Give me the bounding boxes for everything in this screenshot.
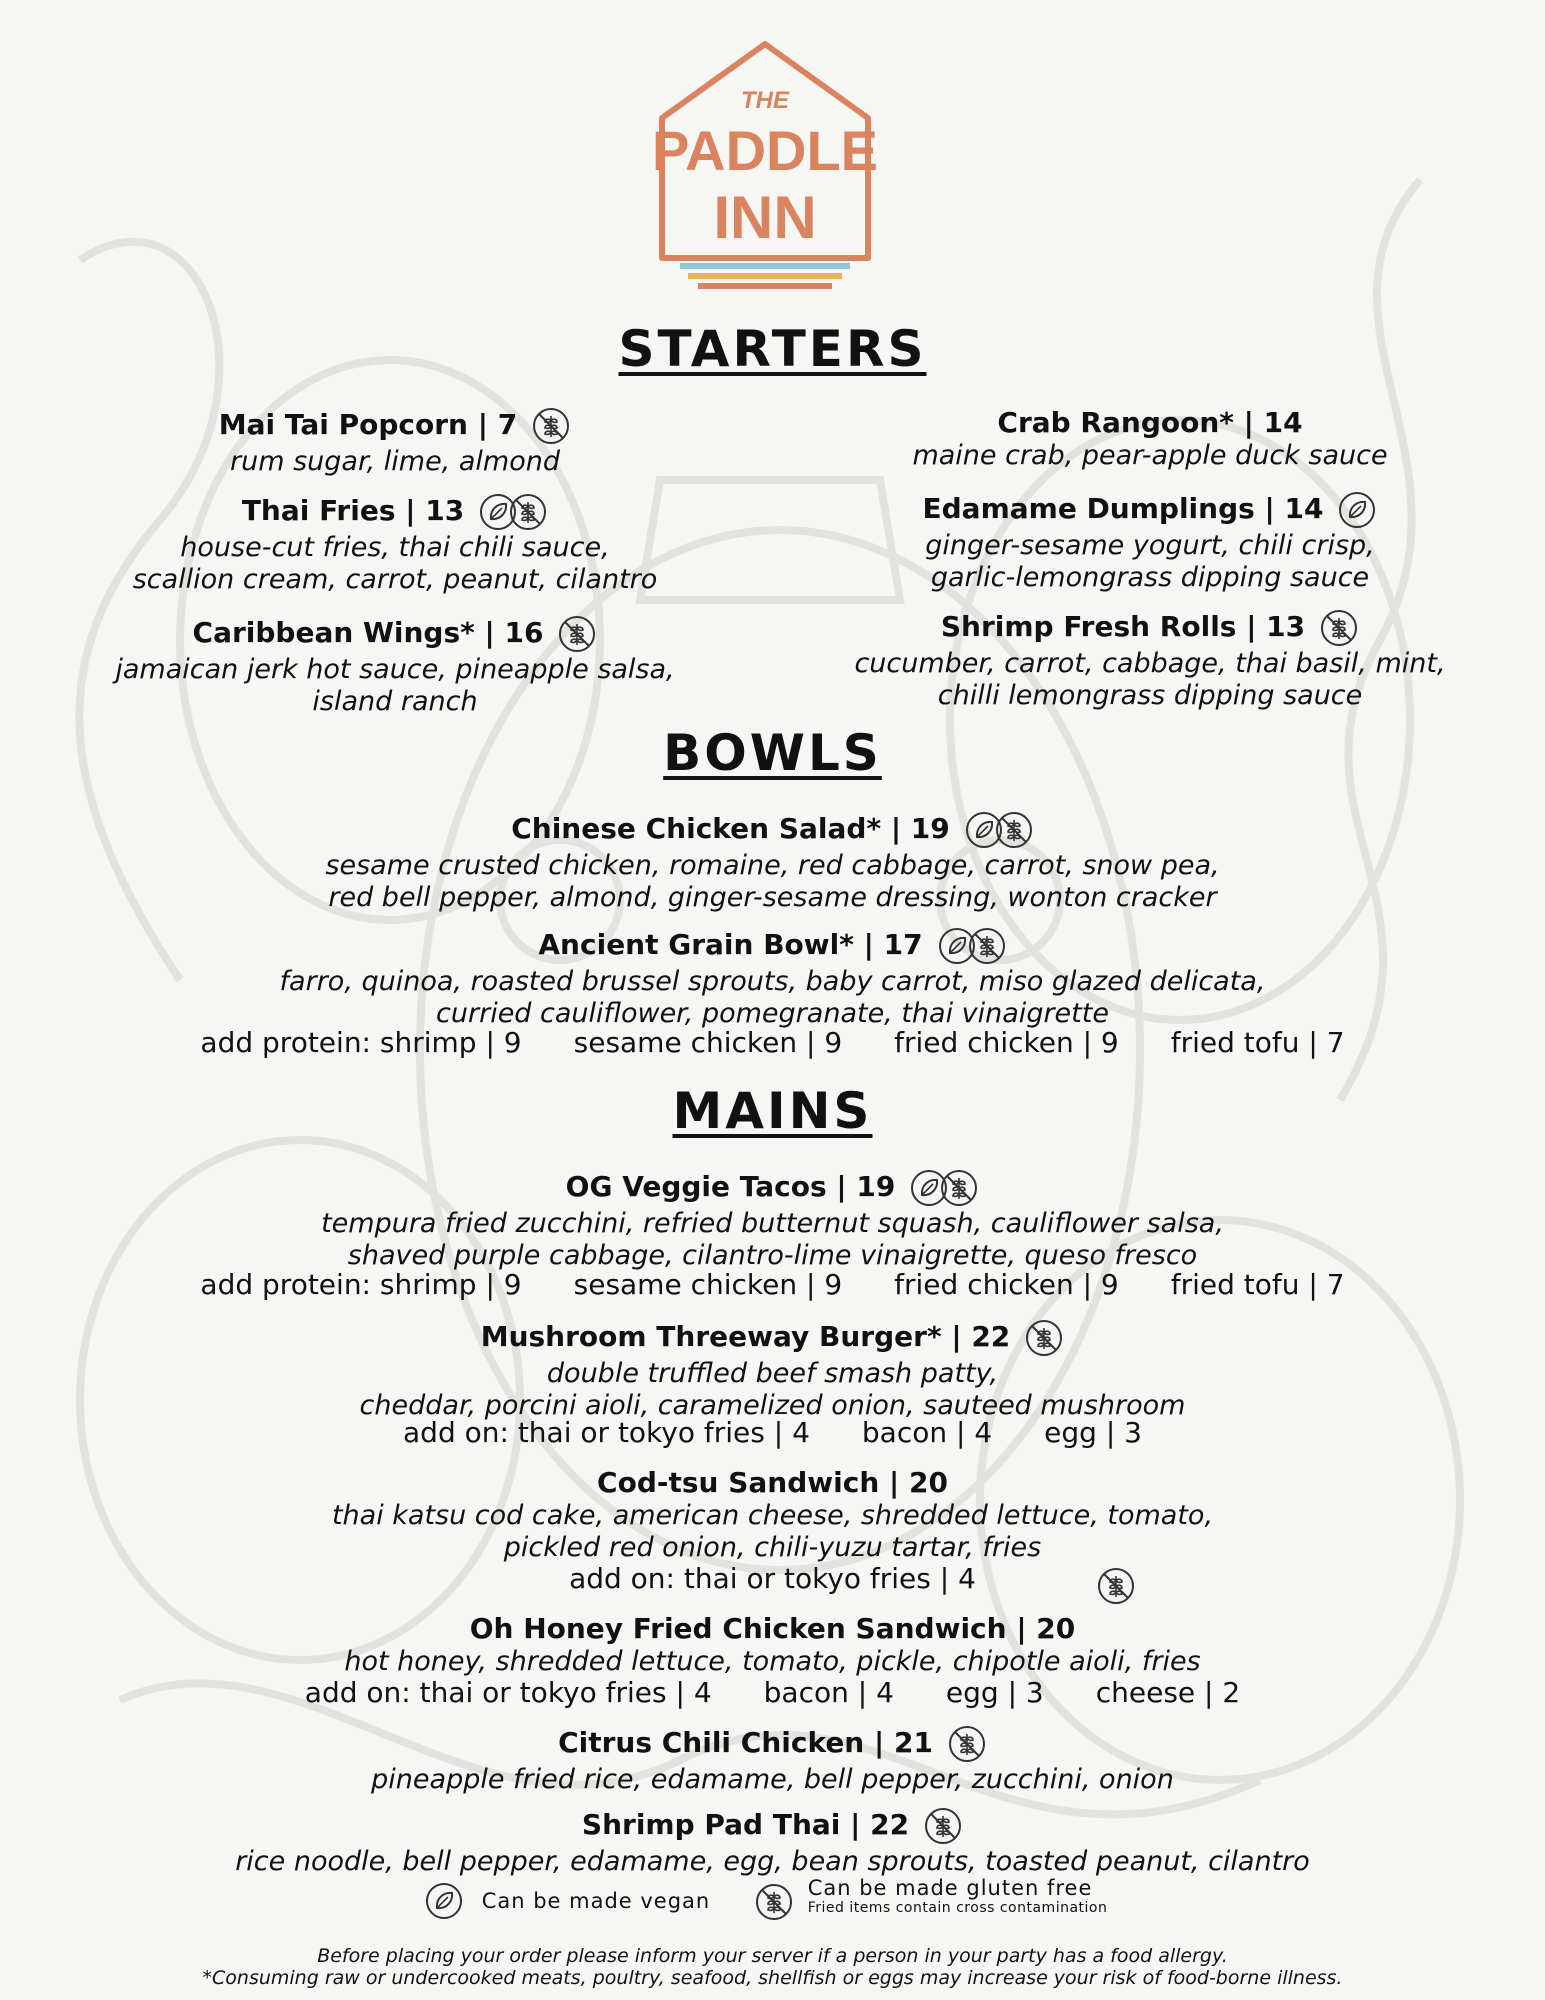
bowls-protein-addons [0, 1026, 1545, 1059]
item-desc: scallion cream, carrot, peanut, cilantro [132, 564, 658, 595]
item-desc: tempura fried zucchini, refried butternut squash, cauliflower salsa, [321, 1208, 1224, 1239]
addon-option: add on: thai or tokyo fries | 4 [304, 1676, 712, 1709]
item-desc: farro, quinoa, roasted brussel sprouts, baby carrot, miso glazed delicata, [279, 966, 1266, 997]
menu-item-ancient-grain-bowl [0, 926, 1545, 1030]
item-desc: rice noodle, bell pepper, edamame, egg, bean sprouts, toasted peanut, cilantro [235, 1846, 1310, 1877]
addon-option: fried tofu | 7 [1170, 1268, 1345, 1301]
gluten-free-icon [967, 926, 1007, 966]
section-title-mains: MAINS [672, 1082, 873, 1140]
item-name: Oh Honey Fried Chicken Sandwich | 20 [469, 1612, 1076, 1645]
item-desc: red bell pepper, almond, ginger-sesame dressing, wonton cracker [328, 882, 1217, 913]
gluten-free-icon [508, 492, 548, 532]
item-name: Ancient Grain Bowl* | 17 [538, 928, 923, 961]
item-name: Mushroom Threeway Burger* | 22 [480, 1320, 1011, 1353]
addon-option: add protein: shrimp | 9 [200, 1026, 522, 1059]
gluten-free-icon [1096, 1566, 1136, 1606]
addon-option: egg | 3 [945, 1676, 1044, 1709]
gluten-free-icon [994, 810, 1034, 850]
menu-item-chinese-chicken-salad [0, 810, 1545, 914]
addon-option: bacon | 4 [861, 1416, 993, 1449]
logo-paddle: PADDLE [651, 119, 879, 182]
item-desc: rum sugar, lime, almond [230, 446, 560, 477]
addon-option: fried chicken | 9 [894, 1026, 1119, 1059]
menu-item-mai-tai-popcorn [60, 406, 730, 478]
item-desc: house-cut fries, thai chili sauce, [180, 532, 610, 563]
gluten-free-icon [939, 1168, 979, 1208]
section-title-starters: STARTERS [618, 320, 927, 378]
item-name: Thai Fries | 13 [241, 494, 465, 527]
legend-gf-label: Can be made gluten free [807, 1876, 1093, 1900]
item-name: Mai Tai Popcorn | 7 [218, 408, 518, 441]
honey-addons [0, 1676, 1545, 1709]
gluten-free-icon [947, 1724, 987, 1764]
item-desc: cheddar, porcini aioli, caramelized onion, sauteed mushroom [359, 1390, 1186, 1421]
menu-item-thai-fries [60, 492, 730, 596]
item-desc: island ranch [312, 686, 478, 717]
addon-option: egg | 3 [1044, 1416, 1142, 1449]
raw-food-warning: *Consuming raw or undercooked meats, poultry, seafood, shellfish or eggs may increase your risk of food-borne illness. [202, 1967, 1343, 1989]
item-desc: chilli lemongrass dipping sauce [937, 680, 1363, 711]
menu-item-shrimp-pad-thai [0, 1806, 1545, 1878]
menu-item-mushroom-threeway-burger [0, 1318, 1545, 1422]
addon-option: cheese | 2 [1095, 1676, 1241, 1709]
codtsu-addons [0, 1562, 1545, 1595]
addon-option: add on: thai or tokyo fries | 4 [403, 1416, 810, 1449]
tacos-protein-addons [0, 1268, 1545, 1301]
item-desc: thai katsu cod cake, american cheese, shredded lettuce, tomato, [331, 1500, 1214, 1531]
menu-item-shrimp-fresh-rolls [810, 608, 1490, 712]
allergy-notice: Before placing your order please inform your server if a person in your party has a food allergy. [317, 1945, 1228, 1967]
item-name: Chinese Chicken Salad* | 19 [511, 812, 950, 845]
item-desc: pineapple fried rice, edamame, bell pepper, zucchini, onion [371, 1764, 1174, 1795]
legend-vegan [424, 1881, 710, 1921]
addon-option: fried chicken | 9 [894, 1268, 1119, 1301]
item-name: OG Veggie Tacos | 19 [565, 1170, 896, 1203]
gluten-free-icon [1319, 608, 1359, 648]
item-desc: shaved purple cabbage, cilantro-lime vinaigrette, queso fresco [347, 1240, 1198, 1271]
item-desc: curried cauliflower, pomegranate, thai vinaigrette [436, 998, 1109, 1029]
gluten-free-icon [1024, 1318, 1064, 1358]
gluten-free-icon [531, 406, 571, 446]
gluten-free-icon [557, 614, 597, 654]
item-name: Crab Rangoon* | 14 [997, 406, 1303, 439]
legend-vegan-label: Can be made vegan [481, 1889, 711, 1913]
burger-addons [0, 1416, 1545, 1449]
menu-item-edamame-dumplings [810, 490, 1490, 594]
vegan-icon [1337, 490, 1377, 530]
item-desc: garlic-lemongrass dipping sauce [930, 562, 1370, 593]
menu-item-crab-rangoon [810, 406, 1490, 472]
addon-option: fried tofu | 7 [1170, 1026, 1345, 1059]
item-desc: ginger-sesame yogurt, chili crisp, [925, 530, 1375, 561]
section-title-bowls: BOWLS [663, 724, 882, 782]
item-name: Shrimp Pad Thai | 22 [581, 1808, 910, 1841]
gluten-free-icon [754, 1882, 794, 1922]
menu-item-cod-tsu-sandwich [0, 1466, 1545, 1564]
item-name: Citrus Chili Chicken | 21 [558, 1726, 933, 1759]
legend-gluten-free [754, 1876, 1107, 1922]
logo-inn: INN [713, 184, 817, 251]
item-name: Edamame Dumplings | 14 [922, 492, 1324, 525]
menu-item-caribbean-wings [60, 614, 730, 718]
legend-gf-note: Fried items contain cross contamination [807, 1900, 1108, 1916]
logo-the: THE [741, 87, 789, 114]
paddle-inn-logo [640, 38, 890, 300]
item-name: Shrimp Fresh Rolls | 13 [940, 610, 1306, 643]
addon-option: add on: thai or tokyo fries | 4 [569, 1562, 976, 1595]
menu-item-og-veggie-tacos [0, 1168, 1545, 1272]
item-desc: pickled red onion, chili-yuzu tartar, fries [503, 1532, 1042, 1563]
addon-option: bacon | 4 [763, 1676, 894, 1709]
item-desc: double truffled beef smash patty, [546, 1358, 999, 1389]
item-name: Cod-tsu Sandwich | 20 [597, 1466, 948, 1499]
item-desc: cucumber, carrot, cabbage, thai basil, mint, [854, 648, 1446, 679]
item-desc: maine crab, pear-apple duck sauce [912, 440, 1388, 471]
addon-option: sesame chicken | 9 [573, 1026, 843, 1059]
item-desc: hot honey, shredded lettuce, tomato, pickle, chipotle aioli, fries [344, 1646, 1201, 1677]
gluten-free-icon [923, 1806, 963, 1846]
item-name: Caribbean Wings* | 16 [192, 616, 544, 649]
menu-item-oh-honey-fried-chicken-sandwich [0, 1612, 1545, 1678]
vegan-icon [424, 1881, 464, 1921]
addon-option: add protein: shrimp | 9 [200, 1268, 522, 1301]
addon-option: sesame chicken | 9 [573, 1268, 843, 1301]
item-desc: sesame crusted chicken, romaine, red cabbage, carrot, snow pea, [325, 850, 1220, 881]
item-desc: jamaican jerk hot sauce, pineapple salsa, [115, 654, 675, 685]
menu-item-citrus-chili-chicken [0, 1724, 1545, 1796]
